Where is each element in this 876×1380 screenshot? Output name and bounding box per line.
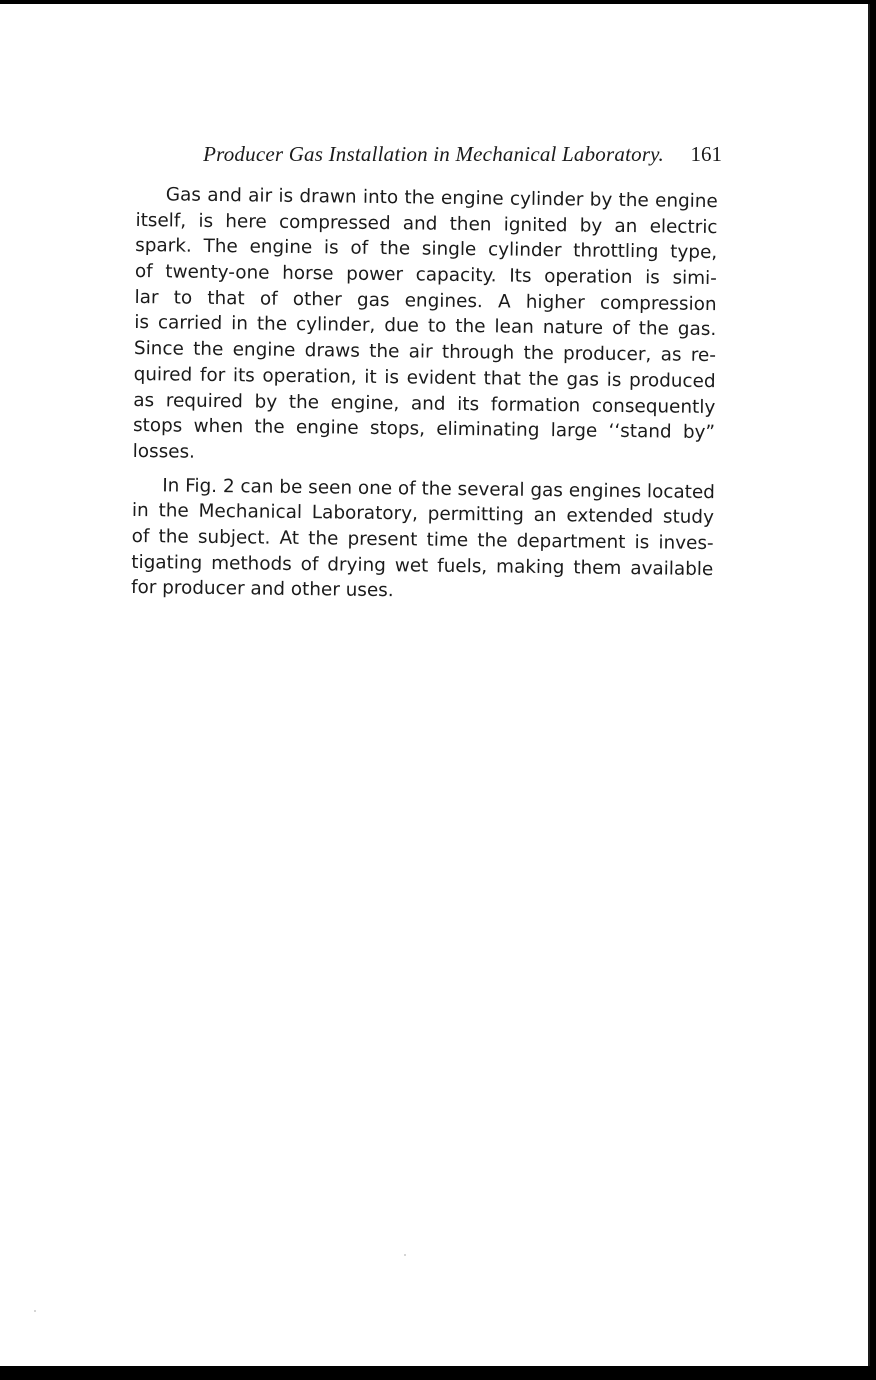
text-line: of the subject. At the present time the department is inves- xyxy=(131,525,714,555)
text-line: of twenty-one horse power capacity. Its operation is simi- xyxy=(134,261,717,290)
text-line: spark. The engine is of the single cylinder throttling type, xyxy=(135,235,718,264)
paragraph-1 xyxy=(133,182,718,472)
text-line: losses. xyxy=(132,440,196,463)
text-line: tigating methods of drying wet fuels, making them available xyxy=(131,551,714,580)
page-number: 161 xyxy=(690,142,722,166)
text-line: stops when the engine stops, eliminating large ‘‘stand by” xyxy=(132,415,716,444)
paragraph-2 xyxy=(131,473,715,609)
text-line: itself, is here compressed and then ignited by an electric xyxy=(135,209,718,238)
book-page xyxy=(0,4,870,1366)
text-line: in the Mechanical Laboratory, permitting an extended study xyxy=(131,500,715,529)
text-line: is carried in the cylinder, due to the lean nature of the gas. xyxy=(134,312,717,341)
text-line: lar to that of other gas engines. A higher compression xyxy=(134,286,717,315)
text-line: In Fig. 2 can be seen one of the several gas engines located xyxy=(162,474,716,503)
body-text xyxy=(131,182,718,608)
text-line: Since the engine draws the air through the producer, as re- xyxy=(133,338,717,367)
text-line: for producer and other uses. xyxy=(130,577,394,602)
running-title: Producer Gas Installation in Mechanical Laboratory. xyxy=(203,142,664,166)
text-line: Gas and air is drawn into the engine cylinder by the engine xyxy=(165,184,718,213)
running-head xyxy=(0,142,722,174)
text-line: as required by the engine, and its formation consequently xyxy=(133,389,716,418)
paper-speck xyxy=(34,1310,36,1312)
paper-speck xyxy=(404,1254,406,1256)
text-line: quired for its operation, it is evident that the gas is produced xyxy=(133,363,716,392)
